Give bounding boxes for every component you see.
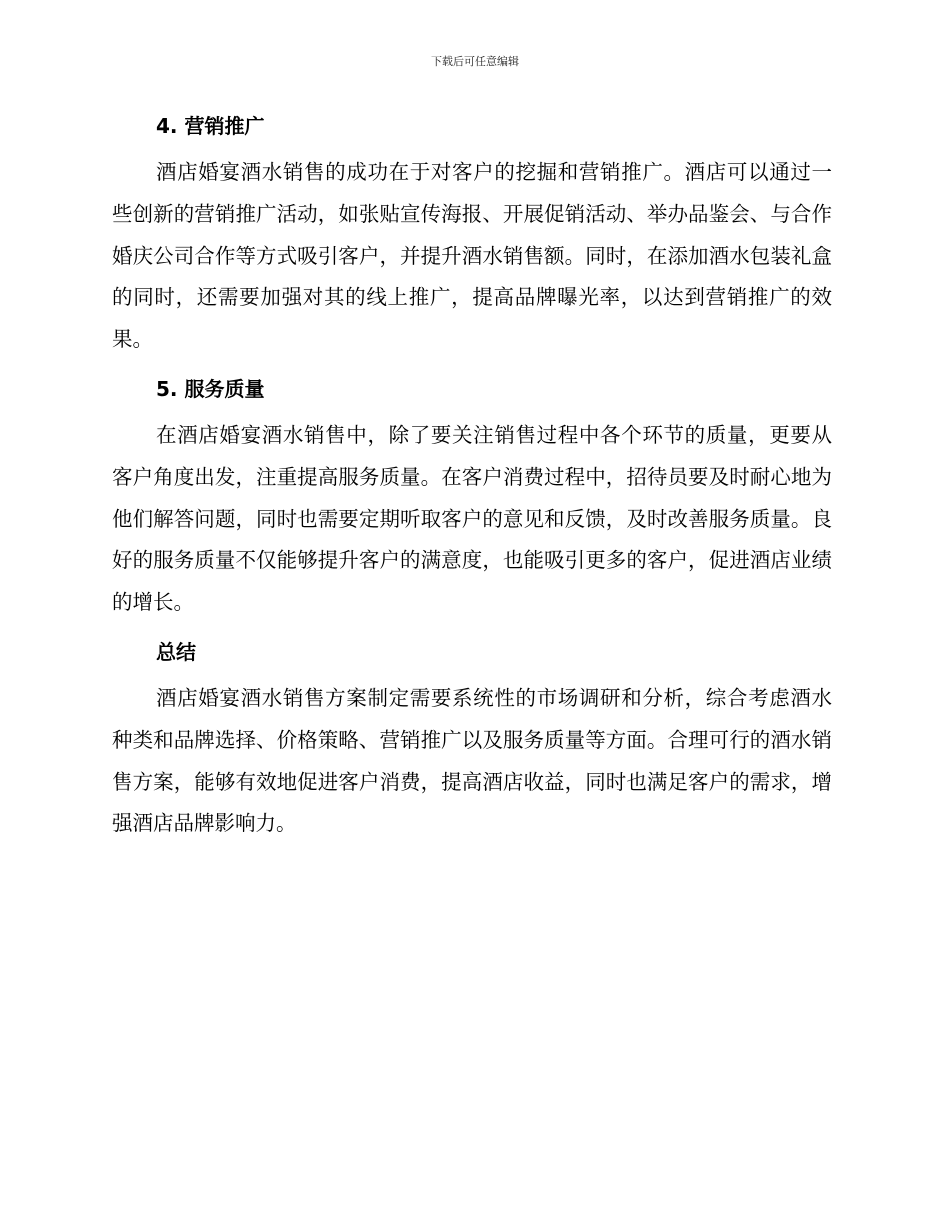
- section-heading: 4. 营销推广: [156, 114, 265, 138]
- section-marketing: [112, 112, 832, 361]
- section-summary: [112, 638, 832, 845]
- section-heading: 5. 服务质量: [156, 376, 265, 401]
- section-service-quality: [112, 375, 832, 624]
- page-header: 下载后可任意编辑: [431, 55, 519, 68]
- section-heading: 总结: [156, 639, 196, 664]
- section-paragraph: 酒店婚宴酒水销售方案制定需要系统性的市场调研和分析，综合考虑酒水种类和品牌选择、价格策略、营销推广以及服务质量等方面。合理可行的酒水销售方案，能够有效地促进客户消费，提高酒店收益，同时也满足客户的需求，增强酒店品牌影响力。: [112, 685, 832, 836]
- section-paragraph: 酒店婚宴酒水销售的成功在于对客户的挖掘和营销推广。酒店可以通过一些创新的营销推广活动，如张贴宣传海报、开展促销活动、举办品鉴会、与合作婚庆公司合作等方式吸引客户，并提升酒水销售额。同时，在添加酒水包装礼盒的同时，还需要加强对其的线上推广，提高品牌曝光率，以达到营销推广的效果。: [112, 160, 832, 352]
- document-body: [112, 112, 832, 859]
- section-paragraph: 在酒店婚宴酒水销售中，除了要关注销售过程中各个环节的质量，更要从客户角度出发，注重提高服务质量。在客户消费过程中，招待员要及时耐心地为他们解答问题，同时也需要定期听取客户的意见和反馈，及时改善服务质量。良好的服务质量不仅能够提升客户的满意度，也能吸引更多的客户，促进酒店业绩的增长。: [112, 422, 832, 615]
